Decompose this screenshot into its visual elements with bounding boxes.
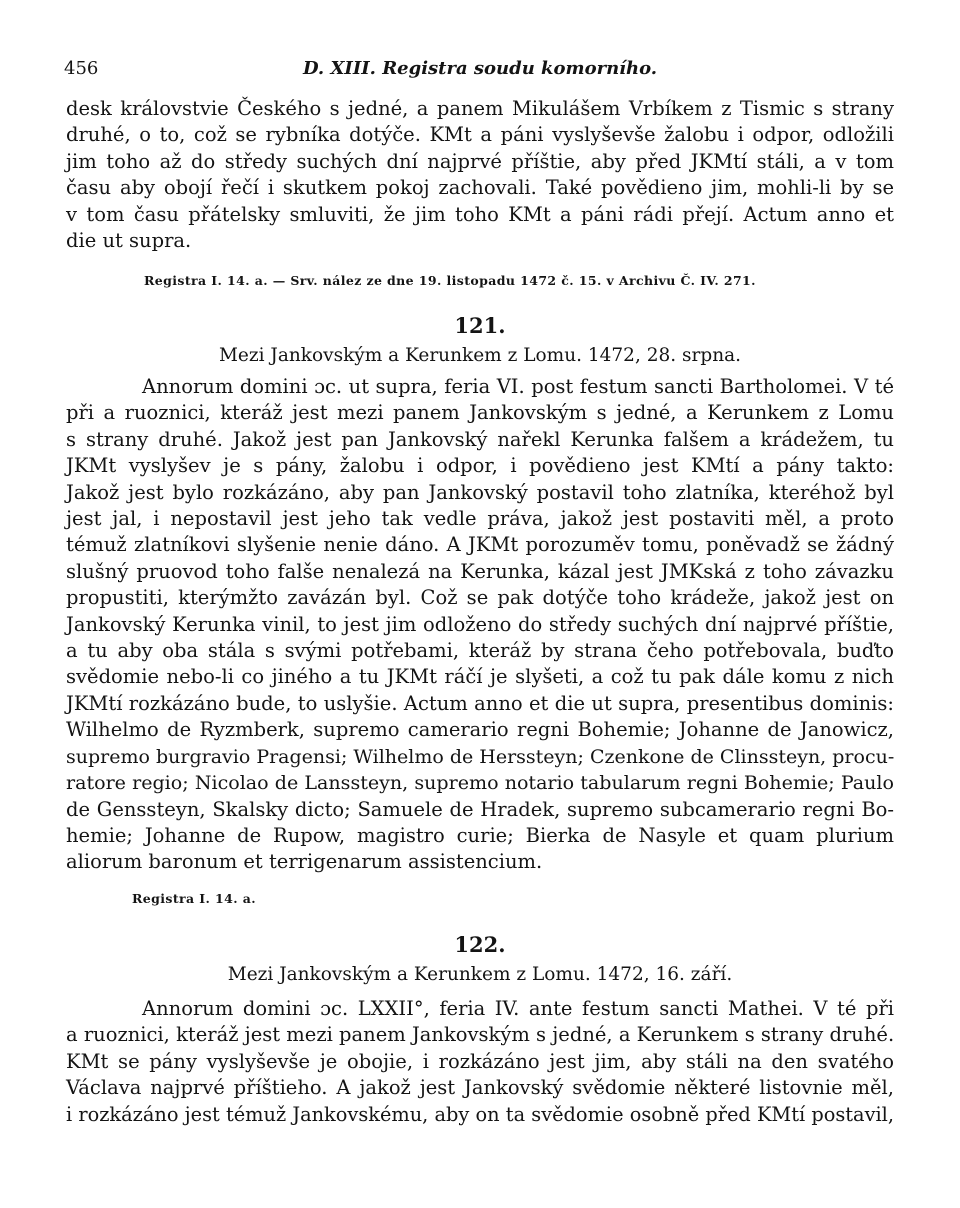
text-line: Jankovský Kerunka vinil, to jest jim odloženo do středy suchých dní najprvé příštie,	[66, 612, 894, 636]
running-title: D. XIII. Registra soudu komorního.	[302, 58, 658, 79]
text-line: v tom času přátelsky smluviti, že jim toho KMt a páni rádi přejí. Actum anno et	[66, 202, 894, 226]
text-line: při a ruoznici, kteráž jest mezi panem Jankovským s jedné, a Kerunkem z Lomu	[66, 401, 894, 425]
text-line: druhé, o to, což se rybníka dotýče. KMt a páni vyslyševše žalobu i odpor, odložili	[66, 123, 894, 147]
source-reference: Registra I. 14. a. — Srv. nález ze dne 19. listopadu 1472 č. 15. v Archivu Č. IV. 271.	[144, 273, 756, 288]
entry-subtitle: Mezi Jankovským a Kerunkem z Lomu. 1472, 16. září.	[227, 964, 733, 985]
text-line: Václava najprvé příštieho. A jakož jest Jankovský svědomie některé listovnie měl,	[66, 1076, 894, 1100]
text-line: desk královstvie Českého s jedné, a panem Mikulášem Vrbíkem z Tismic s strany	[66, 97, 894, 120]
text-line: Jakož jest bylo rozkázáno, aby pan Jankovský postavil toho zlatníka, kteréhož byl	[66, 480, 894, 504]
text-line: a ruoznici, kteráž jest mezi panem Jankovským s jedné, a Kerunkem s strany druhé.	[66, 1023, 895, 1047]
entry-number: 121.	[454, 313, 506, 338]
source-reference: Registra I. 14. a.	[132, 891, 256, 906]
text-line: de Genssteyn, Skalsky dicto; Samuele de Hradek, supremo subcamerario regni Bo-	[66, 797, 894, 821]
text-line: slušný pruovod toho falše nenalezá na Kerunka, kázal jest JMKská z toho závazku	[66, 559, 894, 583]
text-line: času aby obojí řečí i skutkem pokoj zachovali. Také povědieno jim, mohli-li by se	[66, 176, 894, 200]
text-line: die ut supra.	[66, 229, 192, 253]
text-line: jest jal, i nepostavil jest jeho tak vedle práva, jakož jest postaviti měl, a proto	[66, 507, 894, 531]
text-line: i rozkázáno jest témuž Jankovskému, aby on ta svědomie osobně před KMtí postavil,	[66, 1102, 894, 1126]
text-line: témuž zlatníkovi slyšenie nenie dáno. A JKMt porozuměv tomu, poněvadž se žádný	[66, 533, 894, 557]
text-line: propustiti, kterýmžto zavázán byl. Což se pak dotýče toho krádeže, jakož jest on	[66, 586, 894, 610]
text-line: JKMt vyslyšev je s pány, žalobu i odpor, i povědieno jest KMtí a pány takto:	[66, 454, 894, 478]
continued-paragraph	[66, 96, 894, 254]
text-line: a tu aby oba stála s svými potřebami, kteráž by strana čeho potřebovala, buďto	[66, 639, 894, 663]
text-line: supremo burgravio Pragensi; Wilhelmo de Herssteyn; Czenkone de Clinssteyn, procu-	[66, 745, 895, 768]
text-line: svědomie nebo-li co jiného a tu JKMt ráčí je slyšeti, a což tu pak dále komu z nich	[66, 665, 894, 689]
text-line: s strany druhé. Jakož jest pan Jankovský nařekl Kerunka falšem a krádežem, tu	[66, 427, 894, 451]
text-line: Wilhelmo de Ryzmberk, supremo camerario regni Bohemie; Johanne de Janowicz,	[66, 718, 894, 742]
text-line: Annorum domini ɔc. ut supra, feria VI. post festum sancti Bartholomei. V té	[142, 375, 894, 398]
text-line: jim toho až do středy suchých dní najprvé příštie, aby před JKMtí stáli, a v tom	[66, 149, 894, 173]
text-line: aliorum baronum et terrigenarum assistencium.	[66, 850, 543, 874]
text-line: JKMtí rozkázáno bude, to uslyšie. Actum anno et die ut supra, presentibus dominis:	[66, 691, 894, 715]
text-line: hemie; Johanne de Rupow, magistro curie; Bierka de Nasyle et quam plurium	[66, 823, 894, 847]
entry-paragraph	[66, 374, 894, 876]
text-line: ratore regio; Nicolao de Lanssteyn, supremo notario tabularum regni Bohemie; Paulo	[66, 772, 894, 795]
text-line: KMt se pány vyslyševše je obojie, i rozkázáno jest jim, aby stáli na den svatého	[66, 1049, 894, 1073]
entry-subtitle: Mezi Jankovským a Kerunkem z Lomu. 1472, 28. srpna.	[218, 345, 742, 366]
entry-number: 122.	[454, 932, 506, 957]
page-number: 456	[64, 58, 99, 79]
page-header	[0, 58, 960, 84]
entry-paragraph	[66, 996, 894, 1128]
text-line: Annorum domini ɔc. LXXII°, feria IV. ante festum sancti Mathei. V té při	[142, 997, 894, 1020]
